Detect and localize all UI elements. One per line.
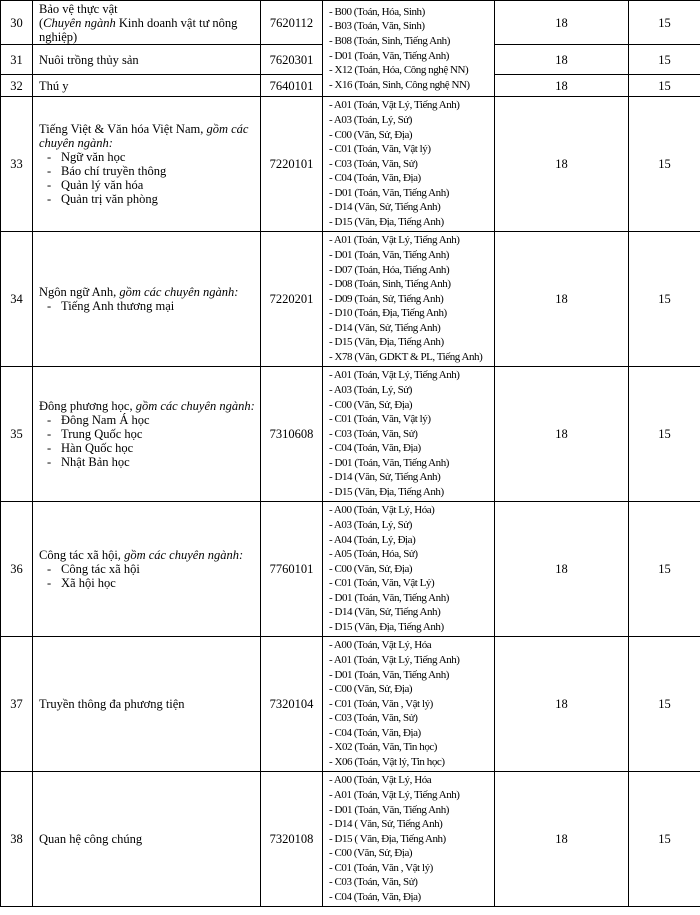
table-row — [1, 502, 700, 637]
score-column-1: 18 — [495, 637, 629, 772]
combination-item: - D09 (Toán, Sử, Tiếng Anh) — [329, 292, 444, 305]
combination-item: - A05 (Toán, Hóa, Sử) — [329, 548, 418, 561]
combination-item: - A01 (Toán, Vật Lý, Tiếng Anh) — [329, 653, 460, 666]
major-name: Thú y — [39, 78, 69, 93]
score-column-2: 15 — [629, 637, 700, 772]
major-note — [39, 16, 256, 44]
major-name: Công tác xã hội, — [39, 548, 125, 562]
combination-item: - D14 (Văn, Sử, Tiếng Anh) — [329, 201, 441, 214]
combination-item: - C03 (Toán, Văn, Sử) — [329, 157, 418, 170]
combination-item: - D15 (Văn, Địa, Tiếng Anh) — [329, 216, 444, 229]
combination-item: - X06 (Toán, Vật lý, Tin học) — [329, 756, 445, 769]
score-column-1: 18 — [495, 75, 629, 97]
combination-item: - D14 (Văn, Sử, Tiếng Anh) — [329, 606, 441, 619]
row-number: 30 — [1, 1, 33, 45]
row-number: 33 — [1, 97, 33, 232]
combination-list-cell — [323, 637, 495, 772]
combination-item: - D10 (Toán, Địa, Tiếng Anh) — [329, 307, 447, 320]
combination-item: - D01 (Toán, Văn, Tiếng Anh) — [329, 186, 449, 199]
specialization-label: Ngữ văn học — [61, 150, 126, 164]
row-number: 35 — [1, 367, 33, 502]
major-name-cell — [33, 1, 261, 45]
score-column-1: 18 — [495, 1, 629, 45]
combination-item: - D01 (Toán, Văn, Tiếng Anh) — [329, 248, 449, 261]
specialization-label: Quản lý văn hóa — [61, 178, 144, 192]
row-number: 36 — [1, 502, 33, 637]
major-name-line — [39, 122, 256, 150]
combination-item: - C00 (Văn, Sử, Địa) — [329, 562, 413, 575]
specialization-label: Đông Nam Á học — [61, 413, 150, 427]
combination-item: - D01 (Toán, Văn, Tiếng Anh) — [329, 456, 449, 469]
combination-item: - D15 ( Văn, Địa, Tiếng Anh) — [329, 832, 446, 845]
specialization-label: Tiếng Anh thương mại — [61, 299, 175, 313]
major-name-cell — [33, 75, 261, 97]
major-name-cell — [33, 772, 261, 907]
combination-item: - A00 (Toán, Vật Lý, Hóa) — [329, 504, 435, 517]
table-row — [1, 97, 700, 232]
major-name-cell — [33, 367, 261, 502]
table-row — [1, 772, 700, 907]
combination-item: - X02 (Toán, Văn, Tin học) — [329, 741, 438, 754]
combination-item: - C00 (Văn, Sử, Địa) — [329, 847, 413, 860]
score-column-1: 18 — [495, 367, 629, 502]
score-column-2: 15 — [629, 1, 700, 45]
specialization-item: - Báo chí truyền thông — [47, 164, 167, 178]
combination-item: - D15 (Văn, Địa, Tiếng Anh) — [329, 621, 444, 634]
major-code: 7220201 — [261, 232, 323, 367]
combination-item: - C00 (Văn, Sử, Địa) — [329, 128, 413, 141]
major-name-cell — [33, 232, 261, 367]
combination-item: - D01 (Toán, Văn, Tiếng Anh) — [329, 49, 449, 62]
score-column-2: 15 — [629, 772, 700, 907]
row-number: 34 — [1, 232, 33, 367]
combination-item: - A03 (Toán, Lý, Sử) — [329, 518, 412, 531]
row-number: 31 — [1, 45, 33, 75]
combination-item: - A00 (Toán, Vật Lý, Hóa — [329, 639, 432, 652]
score-column-2: 15 — [629, 502, 700, 637]
major-name: Quan hệ công chúng — [39, 832, 143, 846]
specialization-item: - Tiếng Anh thương mại — [47, 299, 175, 313]
combination-item: - A03 (Toán, Lý, Sử) — [329, 383, 412, 396]
combination-item: - C04 (Toán, Văn, Địa) — [329, 172, 421, 185]
combination-item: - C03 (Toán, Văn, Sử) — [329, 427, 418, 440]
combination-item: - B08 (Toán, Sinh, Tiếng Anh) — [329, 34, 450, 47]
specialization-item: - Xã hội học — [47, 576, 116, 590]
specialization-intro: gồm các chuyên ngành: — [124, 548, 244, 562]
row-number: 32 — [1, 75, 33, 97]
combination-item: - C03 (Toán, Văn, Sử) — [329, 712, 418, 725]
specialization-item: - Quản trị văn phòng — [47, 192, 158, 206]
note-italic: Chuyên ngành — [43, 15, 116, 30]
specialization-label: Nhật Bản học — [61, 455, 130, 469]
table-row — [1, 232, 700, 367]
specialization-item: - Nhật Bản học — [47, 455, 130, 469]
combination-list-cell — [323, 772, 495, 907]
specialization-label: Trung Quốc học — [61, 427, 143, 441]
major-name: Bảo vệ thực vật — [39, 1, 118, 16]
combination-item: - A01 (Toán, Vật Lý, Tiếng Anh) — [329, 369, 460, 382]
combination-item: - C01 (Toán, Văn , Vật lý) — [329, 697, 433, 710]
combination-item: - C01 (Toán, Văn , Vật lý) — [329, 861, 433, 874]
specialization-label: Công tác xã hội — [61, 562, 140, 576]
major-name-line — [39, 399, 256, 413]
score-column-2: 15 — [629, 232, 700, 367]
major-code: 7620301 — [261, 45, 323, 75]
major-code: 7320108 — [261, 772, 323, 907]
combination-item: - A04 (Toán, Lý, Địa) — [329, 533, 416, 546]
combination-item: - D14 (Văn, Sử, Tiếng Anh) — [329, 471, 441, 484]
combination-item: - C01 (Toán, Văn, Vật lý) — [329, 413, 431, 426]
combination-item: - C01 (Toán, Văn, Vật lý) — [329, 143, 431, 156]
table-row — [1, 637, 700, 772]
combination-item: - C04 (Toán, Văn, Địa) — [329, 726, 421, 739]
score-column-1: 18 — [495, 772, 629, 907]
major-name-line — [39, 285, 256, 299]
major-code: 7620112 — [261, 1, 323, 45]
specialization-item: - Ngữ văn học — [47, 150, 126, 164]
score-column-2: 15 — [629, 367, 700, 502]
major-name: Đông phương học, — [39, 399, 136, 413]
combination-item: - A03 (Toán, Lý, Sử) — [329, 113, 412, 126]
specialization-label: Báo chí truyền thông — [61, 164, 167, 178]
major-name-cell — [33, 637, 261, 772]
combination-item: - D15 (Văn, Địa, Tiếng Anh) — [329, 336, 444, 349]
combination-item: - A01 (Toán, Vật Lý, Tiếng Anh) — [329, 234, 460, 247]
score-column-1: 18 — [495, 502, 629, 637]
major-code: 7310608 — [261, 367, 323, 502]
specialization-item: - Hàn Quốc học — [47, 441, 134, 455]
specialization-item: - Công tác xã hội — [47, 562, 140, 576]
major-name: Tiếng Việt & Văn hóa Việt Nam, — [39, 122, 207, 136]
note-paren: ( — [39, 15, 44, 30]
row-number: 38 — [1, 772, 33, 907]
major-name-cell — [33, 502, 261, 637]
combination-item: - C01 (Toán, Văn, Vật Lý) — [329, 577, 435, 590]
table-row — [1, 1, 700, 45]
combination-item: - X12 (Toán, Hóa, Công nghệ NN) — [329, 64, 469, 77]
combination-item: - C00 (Văn, Sử, Địa) — [329, 683, 413, 696]
combination-item: - C04 (Toán, Văn, Địa) — [329, 891, 421, 904]
major-name: Nuôi trồng thủy sản — [39, 52, 139, 67]
combination-item: - X16 (Toán, Sinh, Công nghệ NN) — [329, 78, 470, 91]
combination-list-cell — [323, 97, 495, 232]
combination-item: - A01 (Toán, Vật Lý, Tiếng Anh) — [329, 99, 460, 112]
combination-item: - D08 (Toán, Sinh, Tiếng Anh) — [329, 278, 451, 291]
major-name: Ngôn ngữ Anh, — [39, 285, 120, 299]
combination-list-cell — [323, 232, 495, 367]
major-name-line — [39, 548, 256, 562]
combination-item: - D15 (Văn, Địa, Tiếng Anh) — [329, 486, 444, 499]
combination-item: - B03 (Toán, Văn, Sinh) — [329, 20, 425, 33]
combination-item: - B00 (Toán, Hóa, Sinh) — [329, 5, 425, 18]
note-text: Kinh doanh vật tư nông nghiệp) — [39, 15, 238, 44]
major-name: Truyền thông đa phương tiện — [39, 697, 185, 711]
specialization-intro: gồm các chuyên ngành: — [39, 122, 249, 150]
specialization-label: Hàn Quốc học — [61, 441, 134, 455]
combination-list-cell — [323, 1, 495, 97]
specialization-label: Xã hội học — [61, 576, 116, 590]
specialization-intro: gồm các chuyên ngành: — [119, 285, 239, 299]
specialization-item: - Quản lý văn hóa — [47, 178, 144, 192]
major-name-cell — [33, 97, 261, 232]
score-column-2: 15 — [629, 97, 700, 232]
major-name-cell — [33, 45, 261, 75]
admission-table-body — [1, 1, 700, 907]
specialization-item: - Trung Quốc học — [47, 427, 143, 441]
major-code: 7760101 — [261, 502, 323, 637]
score-column-1: 18 — [495, 45, 629, 75]
score-column-1: 18 — [495, 97, 629, 232]
combination-list-cell — [323, 367, 495, 502]
specialization-label: Quản trị văn phòng — [61, 192, 158, 206]
specialization-intro: gồm các chuyên ngành: — [135, 399, 255, 413]
combination-item: - A01 (Toán, Vật Lý, Tiếng Anh) — [329, 788, 460, 801]
combination-item: - C04 (Toán, Văn, Địa) — [329, 442, 421, 455]
combination-item: - D07 (Toán, Hóa, Tiếng Anh) — [329, 263, 450, 276]
score-column-2: 15 — [629, 45, 700, 75]
combination-item: - D01 (Toán, Văn, Tiếng Anh) — [329, 591, 449, 604]
score-column-1: 18 — [495, 232, 629, 367]
score-column-2: 15 — [629, 75, 700, 97]
major-code: 7320104 — [261, 637, 323, 772]
combination-item: - C03 (Toán, Văn, Sử) — [329, 876, 418, 889]
combination-list-cell — [323, 502, 495, 637]
combination-item: - D01 (Toán, Văn, Tiếng Anh) — [329, 803, 449, 816]
table-row — [1, 367, 700, 502]
combination-item: - C00 (Văn, Sử, Địa) — [329, 398, 413, 411]
combination-item: - X78 (Văn, GDKT & PL, Tiếng Anh) — [329, 351, 483, 364]
major-code: 7220101 — [261, 97, 323, 232]
major-code: 7640101 — [261, 75, 323, 97]
combination-item: - D14 ( Văn, Sử, Tiếng Anh) — [329, 818, 443, 831]
specialization-item: - Đông Nam Á học — [47, 413, 150, 427]
combination-item: - A00 (Toán, Vật Lý, Hóa — [329, 774, 432, 787]
combination-item: - D01 (Toán, Văn, Tiếng Anh) — [329, 668, 449, 681]
combination-item: - D14 (Văn, Sử, Tiếng Anh) — [329, 321, 441, 334]
row-number: 37 — [1, 637, 33, 772]
